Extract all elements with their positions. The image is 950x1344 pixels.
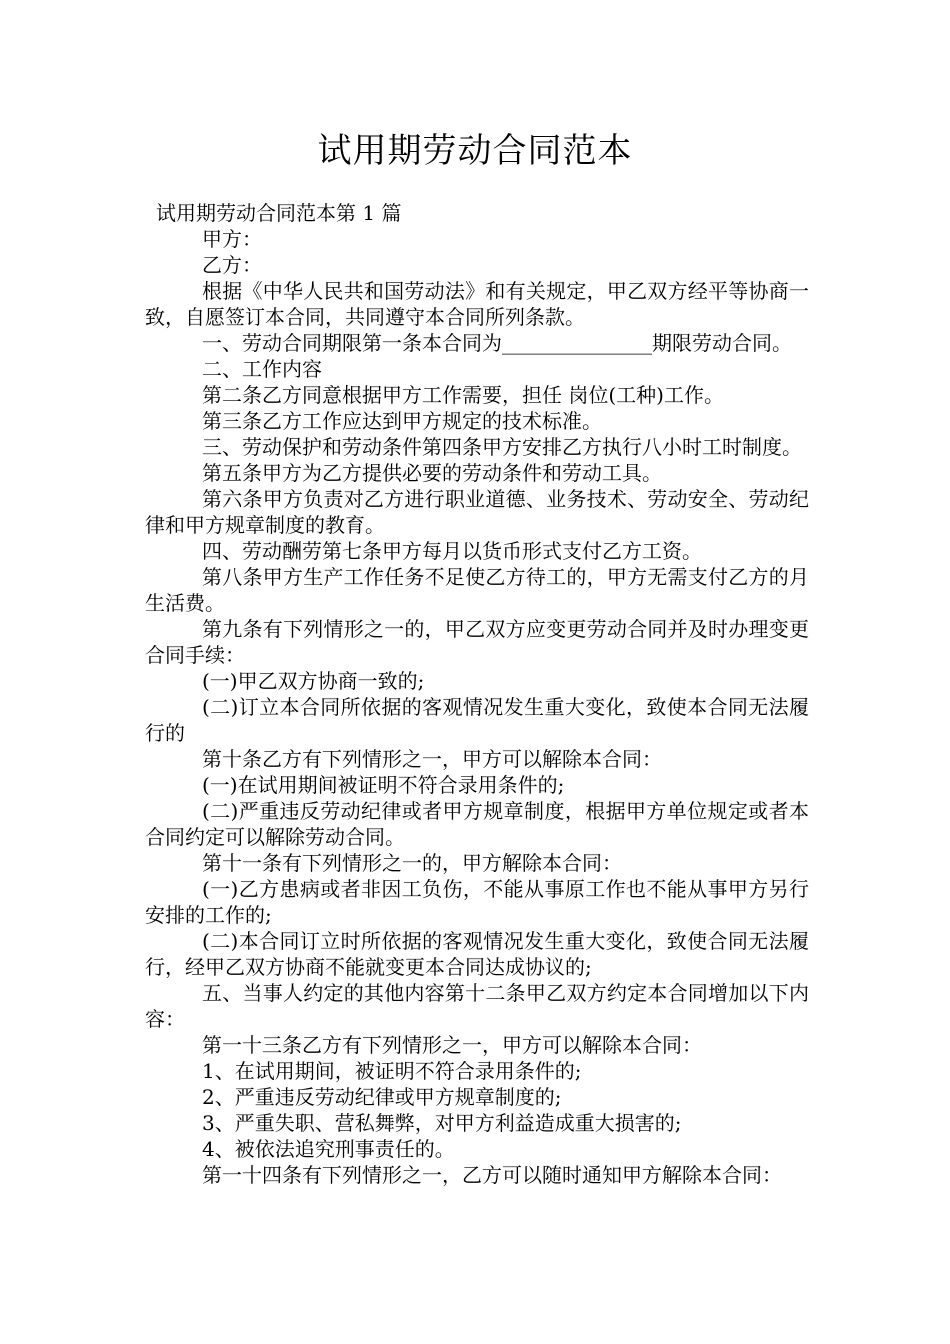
paragraph: 三、劳动保护和劳动条件第四条甲方安排乙方执行八小时工时制度。 xyxy=(202,435,802,459)
paragraph-party-b: 乙方： xyxy=(202,253,262,277)
paragraph: 第五条甲方为乙方提供必要的劳动条件和劳动工具。 xyxy=(202,461,662,485)
paragraph-party-a: 甲方： xyxy=(202,227,262,251)
list-item: (二)订立本合同所依据的客观情况发生重大变化，致使本合同无法履行的 xyxy=(145,695,809,745)
list-item: 3、严重失职、营私舞弊，对甲方利益造成重大损害的; xyxy=(202,1111,682,1135)
list-item: (一)甲乙双方协商一致的; xyxy=(202,669,425,693)
list-item: 1、在试用期间，被证明不符合录用条件的; xyxy=(202,1059,582,1083)
paragraph: 根据《中华人民共和国劳动法》和有关规定，甲乙双方经平等协商一致，自愿签订本合同，共同遵守本合同所列条款。 xyxy=(145,279,809,329)
list-item: 4、被依法追究刑事责任的。 xyxy=(202,1137,455,1161)
list-item: (一)在试用期间被证明不符合录用条件的; xyxy=(202,773,565,797)
paragraph: 第六条甲方负责对乙方进行职业道德、业务技术、劳动安全、劳动纪律和甲方规章制度的教育。 xyxy=(145,487,809,537)
list-item: (一)乙方患病或者非因工负伤，不能从事原工作也不能从事甲方另行安排的工作的; xyxy=(145,877,809,927)
document-title: 试用期劳动合同范本 xyxy=(317,131,633,171)
paragraph: 四、劳动酬劳第七条甲方每月以货币形式支付乙方工资。 xyxy=(202,539,702,563)
paragraph: 第八条甲方生产工作任务不足使乙方待工的，甲方无需支付乙方的月生活费。 xyxy=(145,565,809,615)
list-item: (二)严重违反劳动纪律或者甲方规章制度，根据甲方单位规定或者本合同约定可以解除劳动合同。 xyxy=(145,799,809,849)
paragraph: 五、当事人约定的其他内容第十二条甲乙双方约定本合同增加以下内容： xyxy=(145,981,809,1031)
paragraph: 第十条乙方有下列情形之一，甲方可以解除本合同： xyxy=(202,747,662,771)
paragraph: 一、劳动合同期限第一条本合同为_______________期限劳动合同。 xyxy=(202,331,792,355)
paragraph: 第二条乙方同意根据甲方工作需要，担任 岗位(工种)工作。 xyxy=(202,383,724,407)
paragraph: 第十一条有下列情形之一的，甲方解除本合同： xyxy=(202,851,622,875)
paragraph: 第九条有下列情形之一的，甲乙双方应变更劳动合同并及时办理变更合同手续： xyxy=(145,617,809,667)
section-heading: 二、工作内容 xyxy=(202,357,322,381)
list-item: 2、严重违反劳动纪律或甲方规章制度的; xyxy=(202,1085,562,1109)
list-item: (二)本合同订立时所依据的客观情况发生重大变化，致使合同无法履行，经甲乙双方协商不能就变更本合同达成协议的; xyxy=(145,929,809,979)
paragraph: 第三条乙方工作应达到甲方规定的技术标准。 xyxy=(202,409,602,433)
document-subtitle: 试用期劳动合同范本第 1 篇 xyxy=(156,201,402,225)
paragraph: 第一十三条乙方有下列情形之一，甲方可以解除本合同： xyxy=(202,1033,702,1057)
paragraph: 第一十四条有下列情形之一，乙方可以随时通知甲方解除本合同： xyxy=(202,1163,782,1187)
document-body xyxy=(145,226,809,1188)
